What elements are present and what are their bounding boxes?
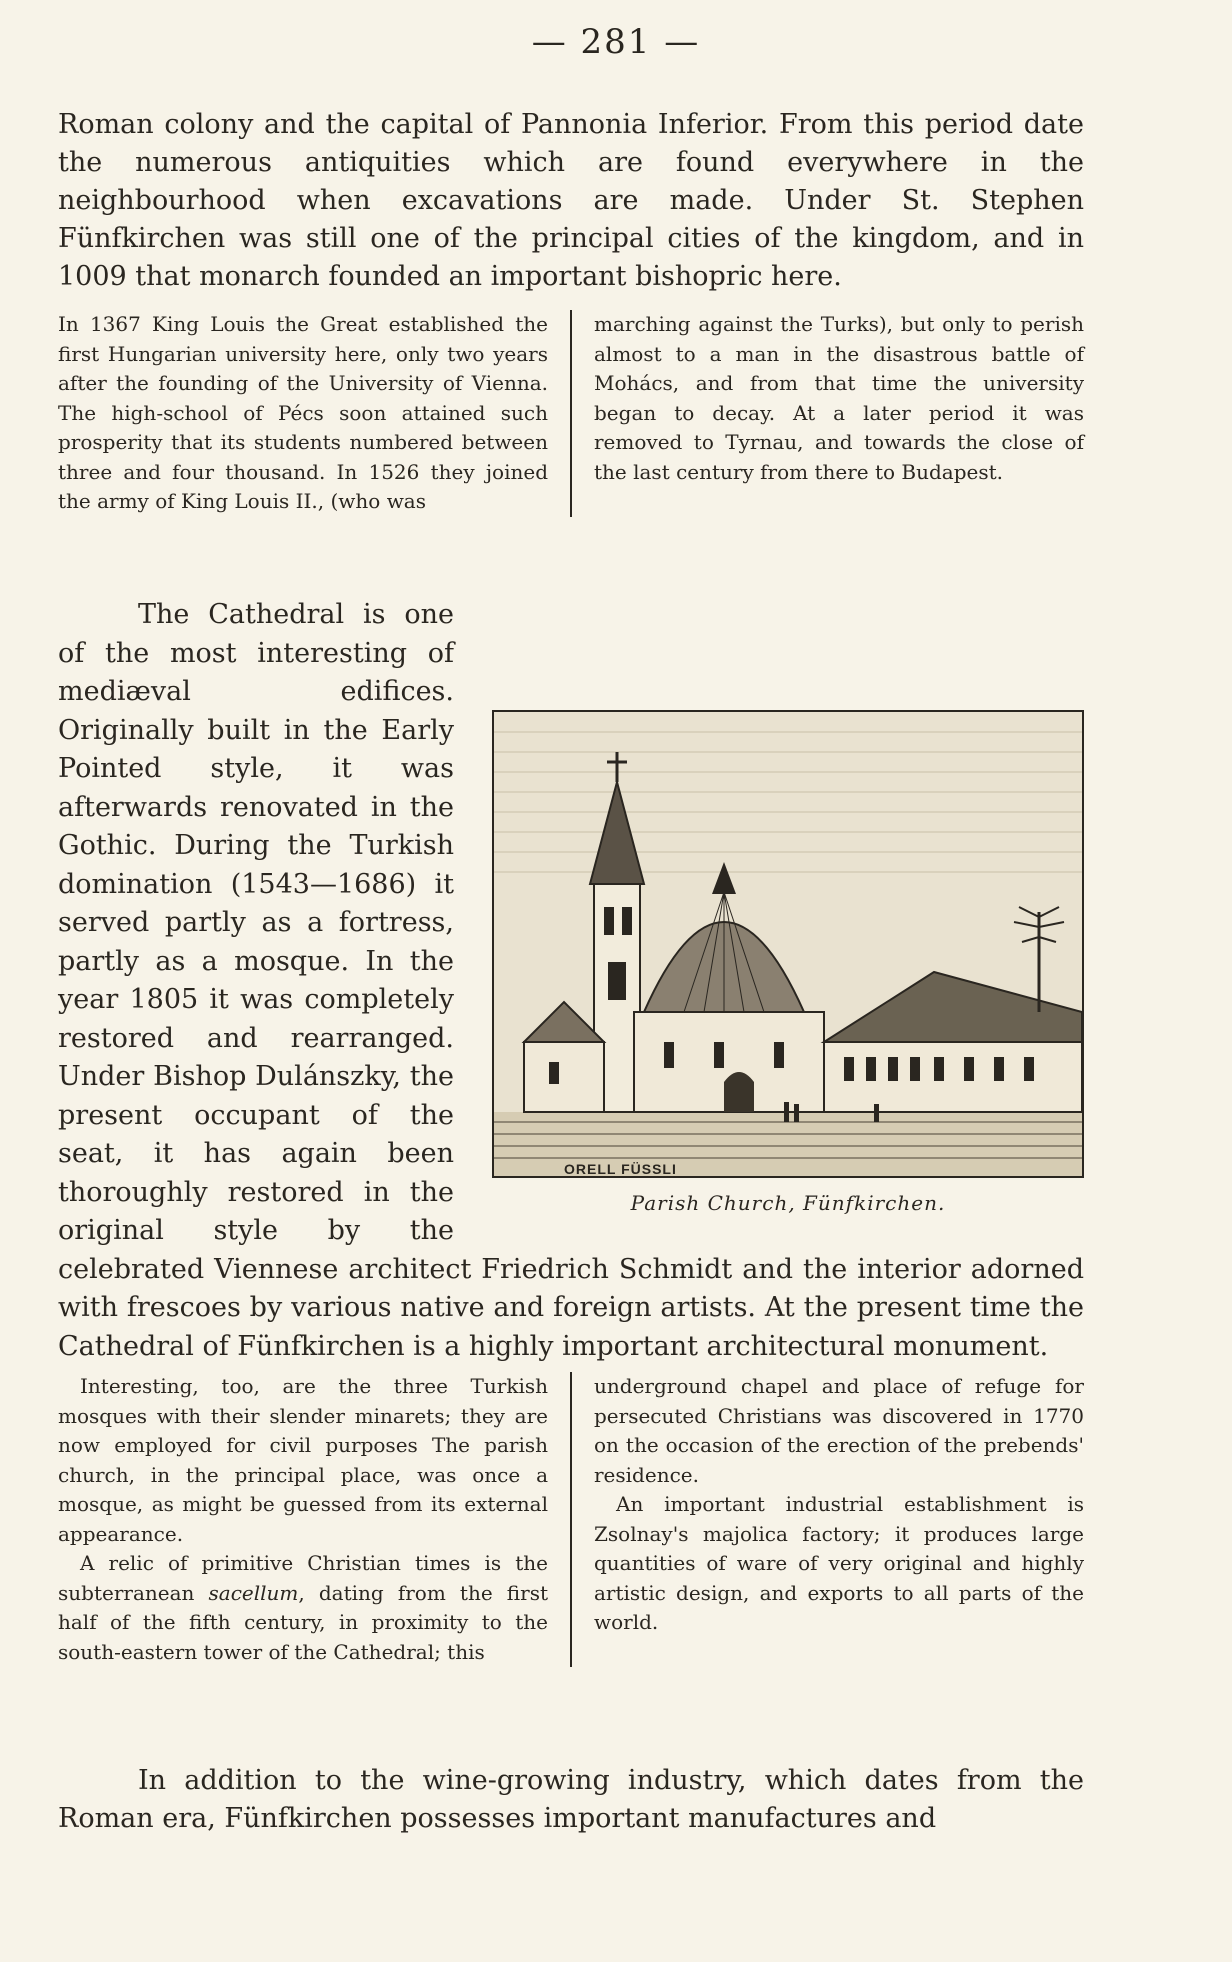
university-right-column <box>572 310 1084 517</box>
engraver-signature: ORELL FÜSSLI <box>564 1161 677 1177</box>
church-illustration <box>494 712 1082 1176</box>
closing-text: In addition to the wine-growing industry, which dates from the Roman era, Fünfkirchen possesses important manufactures and <box>58 1765 1084 1834</box>
mosques-right-column <box>572 1372 1084 1667</box>
sacellum-term: sacellum <box>208 1580 299 1605</box>
university-text-left: In 1367 King Louis the Great established the first Hungarian university here, only two years after the founding of the University of Vienna. The high-school of Pécs soon attained such prosperity that its students numbered between three and four thousand. In 1526 they joined the army of King Louis II., (who was <box>58 312 548 513</box>
mosques-left-column <box>58 1372 570 1667</box>
sacellum-lead: A relic of primitive Christian times is the subterranean <box>58 1551 548 1605</box>
intro-text: Roman colony and the capital of Pannonia Inferior. From this period date the numerous antiquities which are found everywhere in the neighbourhood when excavations are made. Under St. Stephen Fünfkirchen was still one of the principal cities of the kingdom, and in 1009 that monarch founded an important bishopric here. <box>58 109 1084 292</box>
page-number: — 281 — <box>531 22 701 62</box>
university-left-column <box>58 310 570 517</box>
mosques-text-left-1: Interesting, too, are the three Turkish mosques with their slender minarets; they are now employed for civil purposes The parish church, in the principal place, was once a mosque, as might be guessed from its external appearance. <box>58 1374 548 1546</box>
mosques-text-left-2 <box>58 1549 548 1667</box>
mosques-text-right-2: An important industrial establishment is Zsolnay's majolica factory; it produces large quantities of ware of very original and highly artistic design, and exports to all parts of the world. <box>594 1492 1084 1634</box>
intro-paragraph <box>58 106 1084 296</box>
university-columns <box>58 310 1084 517</box>
cathedral-text: The Cathedral is one of the most interesting of mediæval edifices. Originally built in the Early Pointed style, it was afterwards renovated in the Gothic. During the Turkish domination (1543—1686) it served partly as a fortress, partly as a mosque. In the year 1805 it was completely restored and rearranged. Under Bishop Dulánszky, the present occupant of the seat, it has again been thoroughly restored in the original style by the celebrated Viennese architect Friedrich Schmidt and the interior adorned with frescoes by various native and foreign artists. At the present time the Cathedral of Fünfkirchen is a highly important architectural monument. <box>58 599 1084 1362</box>
church-figure <box>492 710 1084 1223</box>
figure-caption: Parish Church, Fünfkirchen. <box>630 1191 946 1215</box>
cathedral-section <box>58 596 1084 1366</box>
mosques-columns <box>58 1372 1084 1667</box>
church-engraving <box>492 710 1084 1178</box>
mosques-text-right-1: underground chapel and place of refuge for persecuted Christians was discovered in 1770 on the occasion of the erection of the prebends' residence. <box>594 1374 1084 1487</box>
sacellum-tail: , dating from the first half of the fifth century, in proximity to the south-eastern tower of the Cathedral; this <box>58 1580 548 1664</box>
university-text-right: marching against the Turks), but only to perish almost to a man in the disastrous battle of Mohács, and from that time the university began to decay. At a later period it was removed to Tyrnau, and towards the close of the last century from there to Budapest. <box>594 312 1084 484</box>
closing-paragraph <box>58 1762 1084 1838</box>
